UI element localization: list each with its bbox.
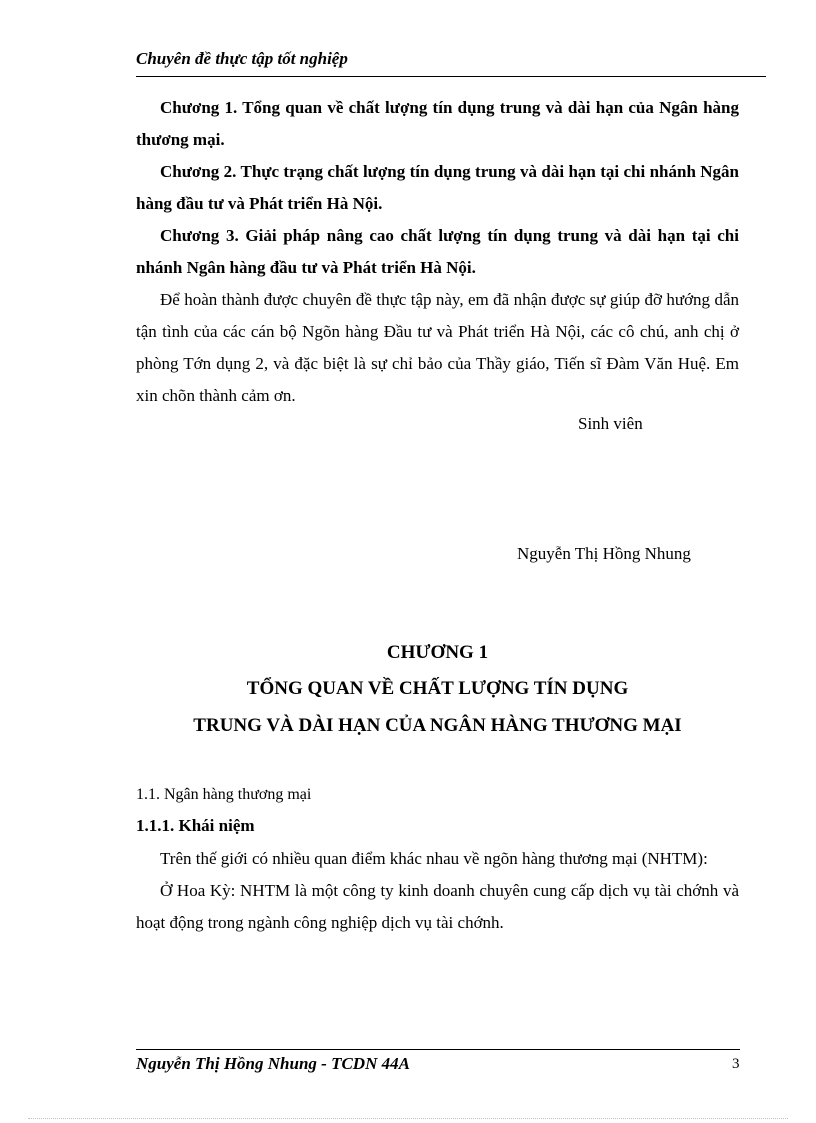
footer-rule	[136, 1049, 740, 1050]
chapter-list-item-2: Chương 2. Thực trạng chất lượng tín dụng trung và dài hạn tại chi nhánh Ngân hàng đầu tư và Phát triển Hà Nội.	[136, 162, 739, 213]
header-rule	[136, 76, 766, 77]
section-heading-1-1-1: 1.1.1. Khái niệm	[136, 816, 255, 835]
chapter-number: CHƯƠNG 1	[386, 642, 489, 663]
page-number: 3	[732, 1056, 740, 1072]
concept-body	[136, 843, 739, 939]
chapter-title-line-1: TỔNG QUAN VỀ CHẤT LƯỢNG TÍN DỤNG	[246, 678, 629, 699]
acknowledgement-paragraph: Để hoàn thành được chuyên đề thực tập này, em đã nhận được sự giúp đỡ hướng dẫn tận tình của các cán bộ Ngõn hàng Đầu tư và Phát triển Hà Nội, các cô chú, anh chị ở phòng Tớn dụng 2, và đặc biệt là sự chỉ bảo của Thầy giáo, Tiến sĩ Đàm Văn Huệ. Em xin chõn thành cảm ơn.	[136, 290, 739, 405]
footer-author: Nguyễn Thị Hồng Nhung - TCDN 44A	[136, 1054, 410, 1073]
concept-paragraph-1: Trên thế giới có nhiều quan điểm khác nhau về ngõn hàng thương mại (NHTM):	[160, 849, 708, 868]
intro-body	[136, 92, 739, 412]
chapter-list-item-3: Chương 3. Giải pháp nâng cao chất lượng tín dụng trung và dài hạn tại chi nhánh Ngân hàng đầu tư và Phát triển Hà Nội.	[136, 226, 739, 277]
concept-paragraph-2: Ở Hoa Kỳ: NHTM là một công ty kinh doanh chuyên cung cấp dịch vụ tài chớnh và hoạt động trong ngành công nghiệp dịch vụ tài chớnh.	[136, 881, 739, 932]
chapter-list-item-1: Chương 1. Tổng quan về chất lượng tín dụng trung và dài hạn của Ngân hàng thương mại.	[136, 98, 739, 149]
chapter-title-line-2: TRUNG VÀ DÀI HẠN CỦA NGÂN HÀNG THƯƠNG MẠI	[193, 715, 682, 736]
signer-name: Nguyễn Thị Hồng Nhung	[517, 544, 691, 563]
section-heading-1-1: 1.1. Ngân hàng thương mại	[136, 786, 312, 803]
page-edge-divider	[28, 1118, 788, 1119]
signer-role: Sinh viên	[578, 414, 643, 433]
running-header: Chuyên đề thực tập tốt nghiệp	[136, 49, 348, 68]
